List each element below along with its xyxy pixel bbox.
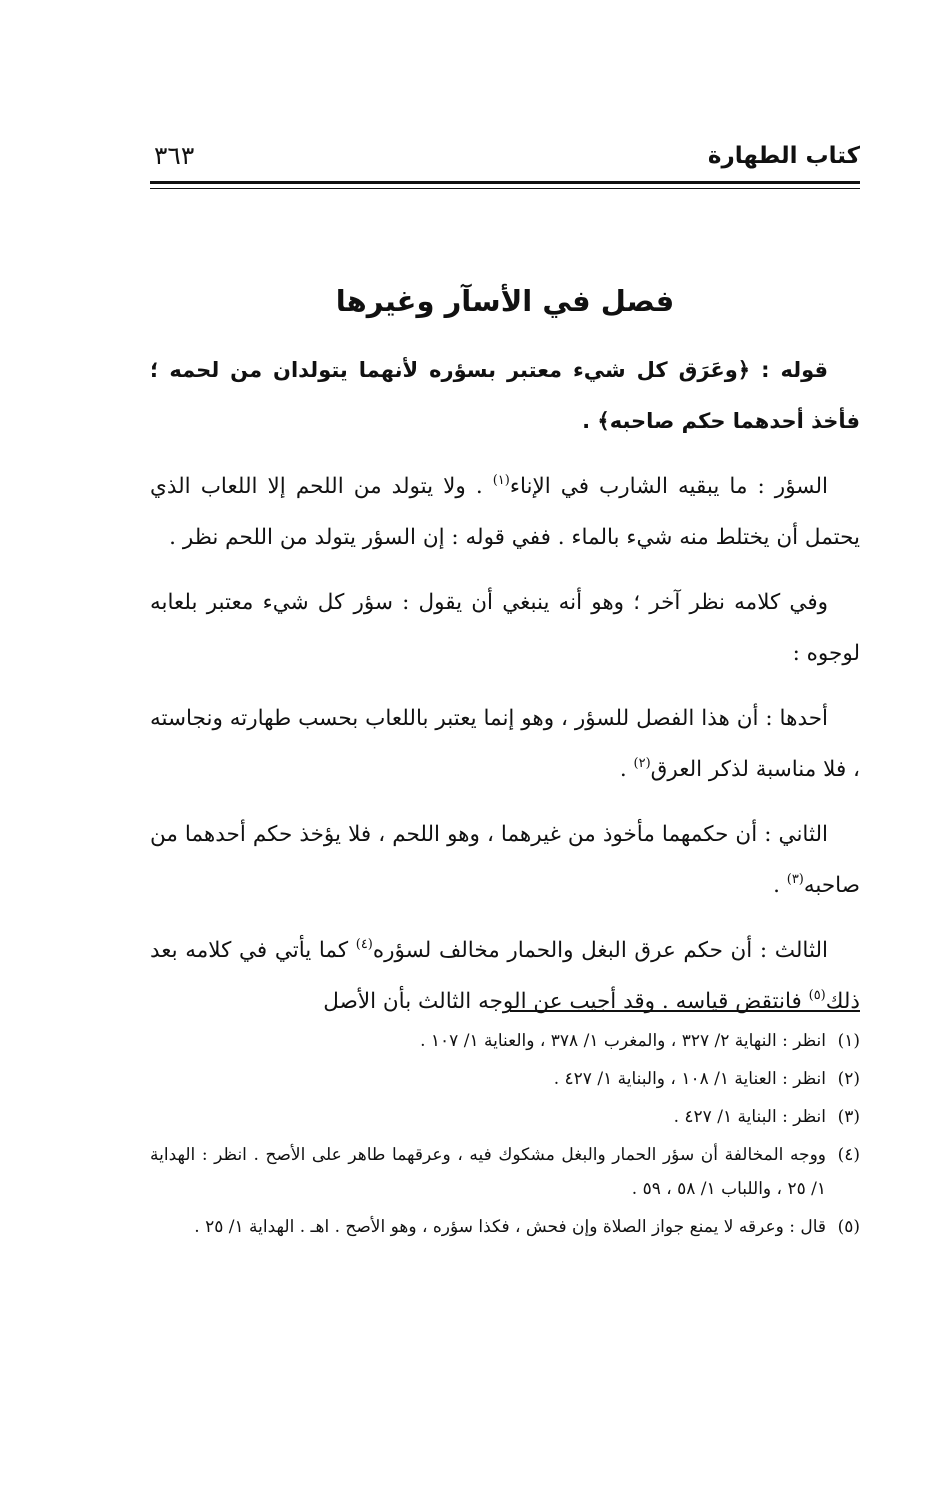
footnote-reference[interactable]: (٤) (355, 937, 373, 952)
footnote-item (150, 1138, 860, 1206)
section-heading: فصل في الأسآر وغيرها (335, 284, 675, 318)
footnote-item (150, 1210, 860, 1244)
footnote-text: ووجه المخالفة أن سؤر الحمار والبغل مشكوك فيه ، وعرقهما طاهر على الأصح . انظر : الهداية ١/ ٢٥ ، واللباب ١/ ٥٨ ، ٥٩ . (150, 1145, 826, 1199)
footnotes (150, 1024, 860, 1248)
text-run: . (773, 873, 787, 898)
footnote-item (150, 1024, 860, 1058)
footnote-number: (٥) (837, 1217, 860, 1237)
header-rule-thin (150, 188, 860, 189)
quoted-text-paragraph (150, 345, 860, 447)
text-run: قوله : ﴿وعَرَق كل شيء معتبر بسؤره لأنهما يتولدان من لحمه ؛ فأخذ أحدهما حكم صاحبه﴾ . (150, 358, 860, 433)
footnote-item (150, 1062, 860, 1096)
footnote-text: قال : وعرقه لا يمنع جواز الصلاة وإن فحش ، فكذا سؤره ، وهو الأصح . اهـ . الهداية ١/ ٢٥ . (194, 1217, 826, 1237)
footnote-text: انظر : العناية ١/ ١٠٨ ، والبناية ١/ ٤٢٧ . (553, 1069, 826, 1089)
text-run: السؤر : ما يبقيه الشارب في الإناء (509, 474, 828, 499)
text-run: كما يأتي في كلامه بعد ذلك (150, 938, 860, 1014)
paragraph-first-reason (150, 693, 860, 795)
paragraph-second-reason (150, 809, 860, 911)
footnote-text: انظر : البناية ١/ ٤٢٧ . (673, 1107, 826, 1127)
footnote-reference[interactable]: (٢) (633, 756, 651, 771)
paragraph-another-objection (150, 577, 860, 679)
page-number: ٣٦٣ (154, 141, 195, 170)
footnote-number: (٢) (837, 1069, 860, 1089)
text-run: الثالث : أن حكم عرق البغل والحمار مخالف لسؤره (372, 938, 828, 963)
footnote-text: انظر : النهاية ٢/ ٣٢٧ ، والمغرب ١/ ٣٧٨ ، والعناية ١/ ١٠٧ . (420, 1031, 826, 1051)
text-run: . ولا يتولد من اللحم إلا اللعاب الذي يحتمل أن يختلط منه شيء بالماء . ففي قوله : إن السؤر يتولد من اللحم نظر . (150, 474, 860, 550)
text-run: فانتقض قياسه . وقد أجيب عن الوجه الثالث بأن الأصل (323, 989, 809, 1014)
footnote-number: (٤) (837, 1145, 860, 1165)
book-page (150, 0, 860, 1490)
footnote-number: (١) (837, 1031, 860, 1051)
text-run: وفي كلامه نظر آخر ؛ وهو أنه ينبغي أن يقول : سؤر كل شيء معتبر بلعابه لوجوه : (150, 590, 860, 666)
footnote-item (150, 1100, 860, 1134)
header-rule-thick (150, 181, 860, 184)
footnote-reference[interactable]: (٣) (786, 872, 804, 887)
running-header (150, 143, 860, 177)
footnote-separator (510, 1010, 860, 1012)
book-section-title: كتاب الطهارة (707, 143, 860, 169)
text-run: أحدها : أن هذا الفصل للسؤر ، وهو إنما يعتبر باللعاب بحسب طهارته ونجاسته ، فلا مناسبة لذكر العرق (150, 706, 860, 782)
footnote-reference[interactable]: (٥) (808, 988, 826, 1003)
footnote-number: (٣) (837, 1107, 860, 1127)
footnote-reference[interactable]: (١) (492, 473, 510, 488)
text-run: . (619, 757, 634, 782)
paragraph-sur-definition (150, 461, 860, 563)
text-run: الثاني : أن حكمهما مأخوذ من غيرهما ، وهو اللحم ، فلا يؤخذ حكم أحدهما من صاحبه (150, 822, 860, 898)
body-text (150, 345, 860, 1041)
